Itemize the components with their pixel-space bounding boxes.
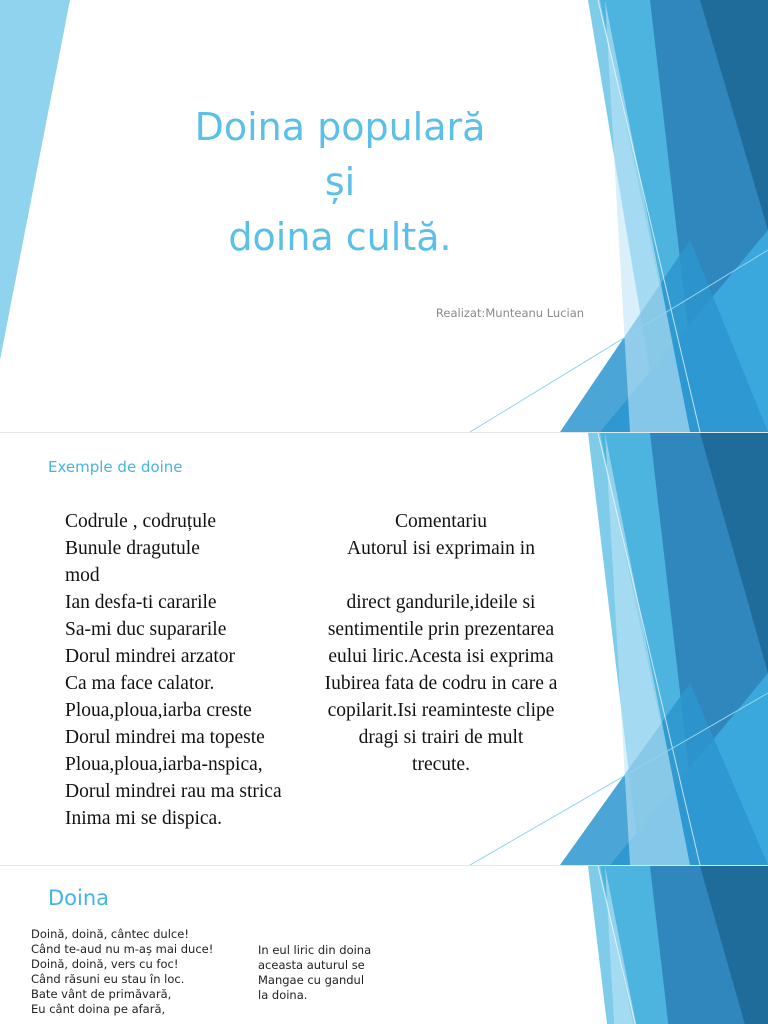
left-accent-shape [0, 0, 70, 360]
verse-line: Când te-aud nu m-aș mai duce! [31, 942, 214, 956]
verse-line: Doină, doină, cântec dulce! [31, 927, 189, 941]
poem-line: Dorul mindrei ma topeste [65, 727, 265, 748]
comment-line: sentimentile prin prezentarea [327, 619, 555, 640]
slide-doina [0, 866, 768, 1024]
slide-examples [0, 433, 768, 865]
author-caption: Realizat:Munteanu Lucian [435, 306, 585, 320]
comment-line: copilarit.Isi reaminteste clipe [327, 700, 555, 721]
title-line-1: Doina populară [194, 105, 486, 149]
poem-line: Ploua,ploua,iarba-nspica, [65, 754, 263, 775]
examples-heading: Exemple de doine [48, 458, 183, 476]
verse-line: Bate vânt de primăvară, [31, 987, 172, 1001]
title-line-3: doina cultă. [228, 215, 452, 259]
doina-verses [31, 927, 251, 1017]
poem-line: Ian desfa-ti cararile [65, 592, 217, 613]
verse-line: Eu cânt doina pe afară, [31, 1002, 166, 1016]
comment-line: Autorul isi exprimain in [347, 538, 535, 559]
comment-line: direct gandurile,ideile si [346, 592, 536, 613]
poem-line: Bunule dragutule [65, 538, 200, 559]
poem-line: Dorul mindrei rau ma strica [65, 781, 282, 802]
poem-line: Sa-mi duc supararile [65, 619, 227, 640]
commentary-line: la doina. [258, 988, 308, 1002]
poem-line: Codrule , codruțule [65, 511, 217, 532]
comment-line: Comentariu [394, 511, 488, 532]
doina-commentary [258, 943, 388, 1003]
poem-line: Ploua,ploua,iarba creste [65, 700, 252, 721]
commentary-line: Mangae cu gandul [258, 973, 365, 987]
comment-line: Iubirea fata de codru in care a [324, 673, 558, 694]
commentary-text [296, 508, 586, 778]
verse-line: Doină, doină, vers cu foc! [31, 957, 179, 971]
slide-title [0, 0, 768, 432]
poem-line: Dorul mindrei arzator [65, 646, 236, 667]
poem-line: Inima mi se dispica. [65, 808, 223, 829]
comment-line: dragi si trairi de mult [358, 727, 524, 748]
slide-title-text [140, 100, 540, 265]
verse-line: Când răsuni eu stau în loc. [31, 972, 185, 986]
poem-line: mod [65, 565, 100, 586]
comment-line: eului liric.Acesta isi exprima [328, 646, 554, 667]
commentary-line: aceasta auturul se [258, 958, 365, 972]
comment-line [296, 562, 586, 589]
poem-line: Ca ma face calator. [65, 673, 215, 694]
comment-line: trecute. [412, 754, 470, 775]
commentary-line: In eul liric din doina [258, 943, 372, 957]
title-line-2: și [324, 160, 356, 204]
doina-heading: Doina [48, 886, 110, 910]
